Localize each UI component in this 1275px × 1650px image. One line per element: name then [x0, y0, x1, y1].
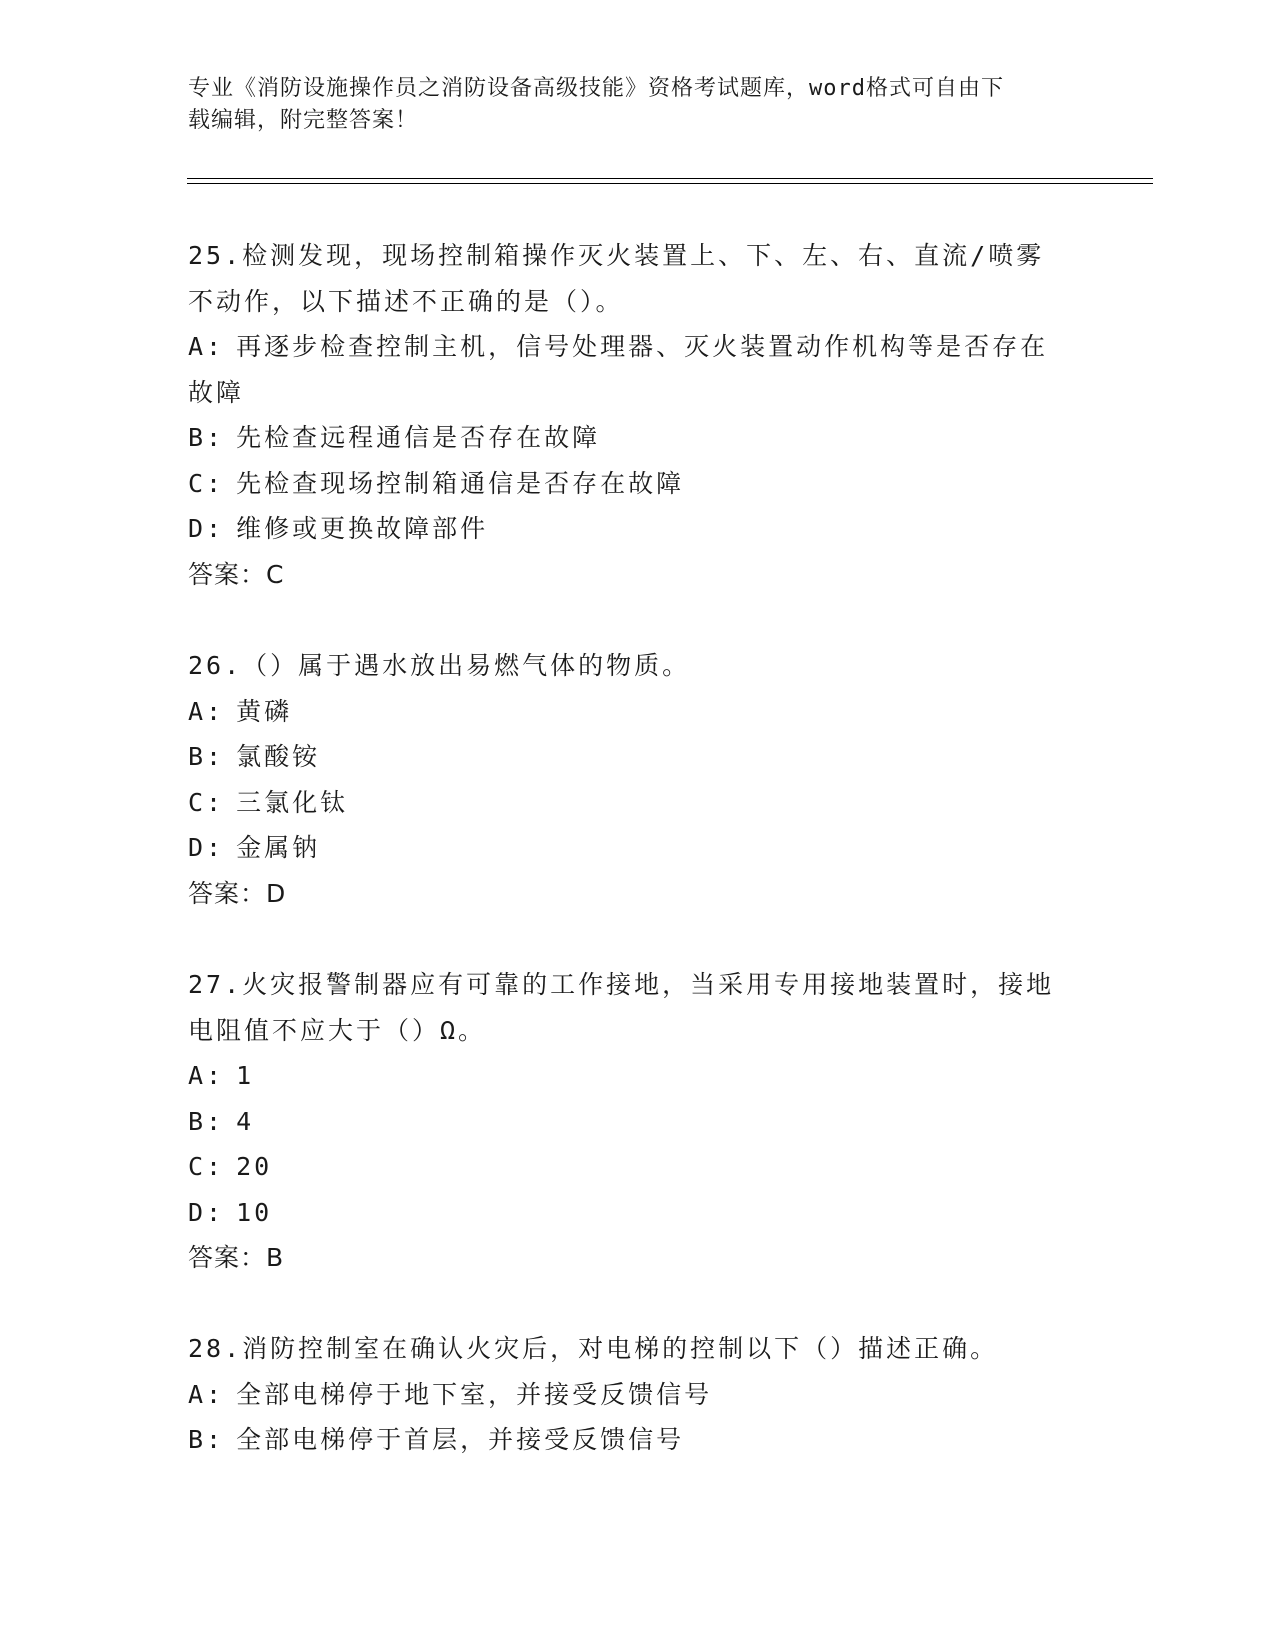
option-text: 先检查远程通信是否存在故障 — [236, 423, 601, 452]
header-divider-top — [187, 178, 1153, 179]
option-label: A: — [188, 696, 225, 726]
option-text: 先检查现场控制箱通信是否存在故障 — [236, 468, 685, 498]
option-a-continuation: 故障 — [188, 377, 245, 407]
answer-line: 答案：C — [188, 559, 285, 589]
option-text: 黄磷 — [236, 696, 293, 726]
option-b — [188, 1099, 1078, 1145]
option-label: A: — [188, 1061, 225, 1090]
document-header — [188, 73, 1068, 137]
option-d — [188, 506, 1078, 552]
option-label: A: — [188, 1379, 225, 1409]
option-label: C: — [188, 1152, 225, 1181]
question-28 — [188, 1326, 1078, 1463]
option-d — [188, 825, 1078, 871]
option-label: C: — [188, 787, 225, 817]
option-b — [188, 415, 1078, 461]
option-label: D: — [188, 1197, 225, 1227]
question-26 — [188, 643, 1078, 916]
option-c — [188, 1144, 1078, 1190]
option-label: D: — [188, 514, 225, 543]
question-stem-line: 26.（）属于遇水放出易燃气体的物质。 — [188, 651, 691, 680]
option-text: 1 — [236, 1061, 255, 1090]
option-b — [188, 1417, 1078, 1463]
header-line-1: 专业《消防设施操作员之消防设备高级技能》资格考试题库，word格式可自由下 — [188, 76, 1004, 101]
option-a — [188, 1053, 1078, 1099]
option-label: A: — [188, 332, 225, 361]
header-divider-bottom — [187, 183, 1153, 184]
question-stem-line: 不动作，以下描述不正确的是（）。 — [188, 286, 624, 316]
question-stem-line: 25.检测发现，现场控制箱操作灭火装置上、下、左、右、直流/喷雾 — [188, 241, 1045, 270]
option-text: 氯酸铵 — [236, 742, 321, 771]
question-stem-line: 28.消防控制室在确认火灾后，对电梯的控制以下（）描述正确。 — [188, 1334, 999, 1363]
option-text: 4 — [236, 1106, 255, 1136]
answer-line: 答案：D — [188, 878, 287, 908]
option-label: C: — [188, 468, 225, 498]
option-c — [188, 780, 1078, 826]
question-stem-line: 电阻值不应大于（）Ω。 — [188, 1015, 487, 1045]
option-a — [188, 1372, 1078, 1418]
option-text: 再逐步检查控制主机，信号处理器、灭火装置动作机构等是否存在 — [236, 332, 1049, 361]
option-label: D: — [188, 833, 225, 862]
option-text: 金属钠 — [236, 833, 321, 862]
answer-line: 答案：B — [188, 1243, 285, 1272]
option-text: 10 — [236, 1197, 273, 1227]
option-b — [188, 734, 1078, 780]
question-27 — [188, 962, 1078, 1281]
option-a — [188, 689, 1078, 735]
option-label: B: — [188, 742, 225, 771]
option-text: 全部电梯停于首层，并接受反馈信号 — [236, 1425, 685, 1454]
option-a — [188, 324, 1078, 370]
option-text: 全部电梯停于地下室，并接受反馈信号 — [236, 1379, 713, 1409]
option-label: B: — [188, 1425, 225, 1454]
option-text: 三氯化钛 — [236, 787, 349, 817]
option-text: 20 — [236, 1152, 273, 1181]
option-c — [188, 461, 1078, 507]
option-d — [188, 1190, 1078, 1236]
header-line-2: 载编辑，附完整答案！ — [188, 108, 419, 133]
question-25 — [188, 233, 1078, 597]
option-label: B: — [188, 423, 225, 452]
option-label: B: — [188, 1106, 225, 1136]
question-stem-line: 27.火灾报警制器应有可靠的工作接地，当采用专用接地装置时，接地 — [188, 970, 1055, 999]
option-text: 维修或更换故障部件 — [236, 514, 489, 543]
